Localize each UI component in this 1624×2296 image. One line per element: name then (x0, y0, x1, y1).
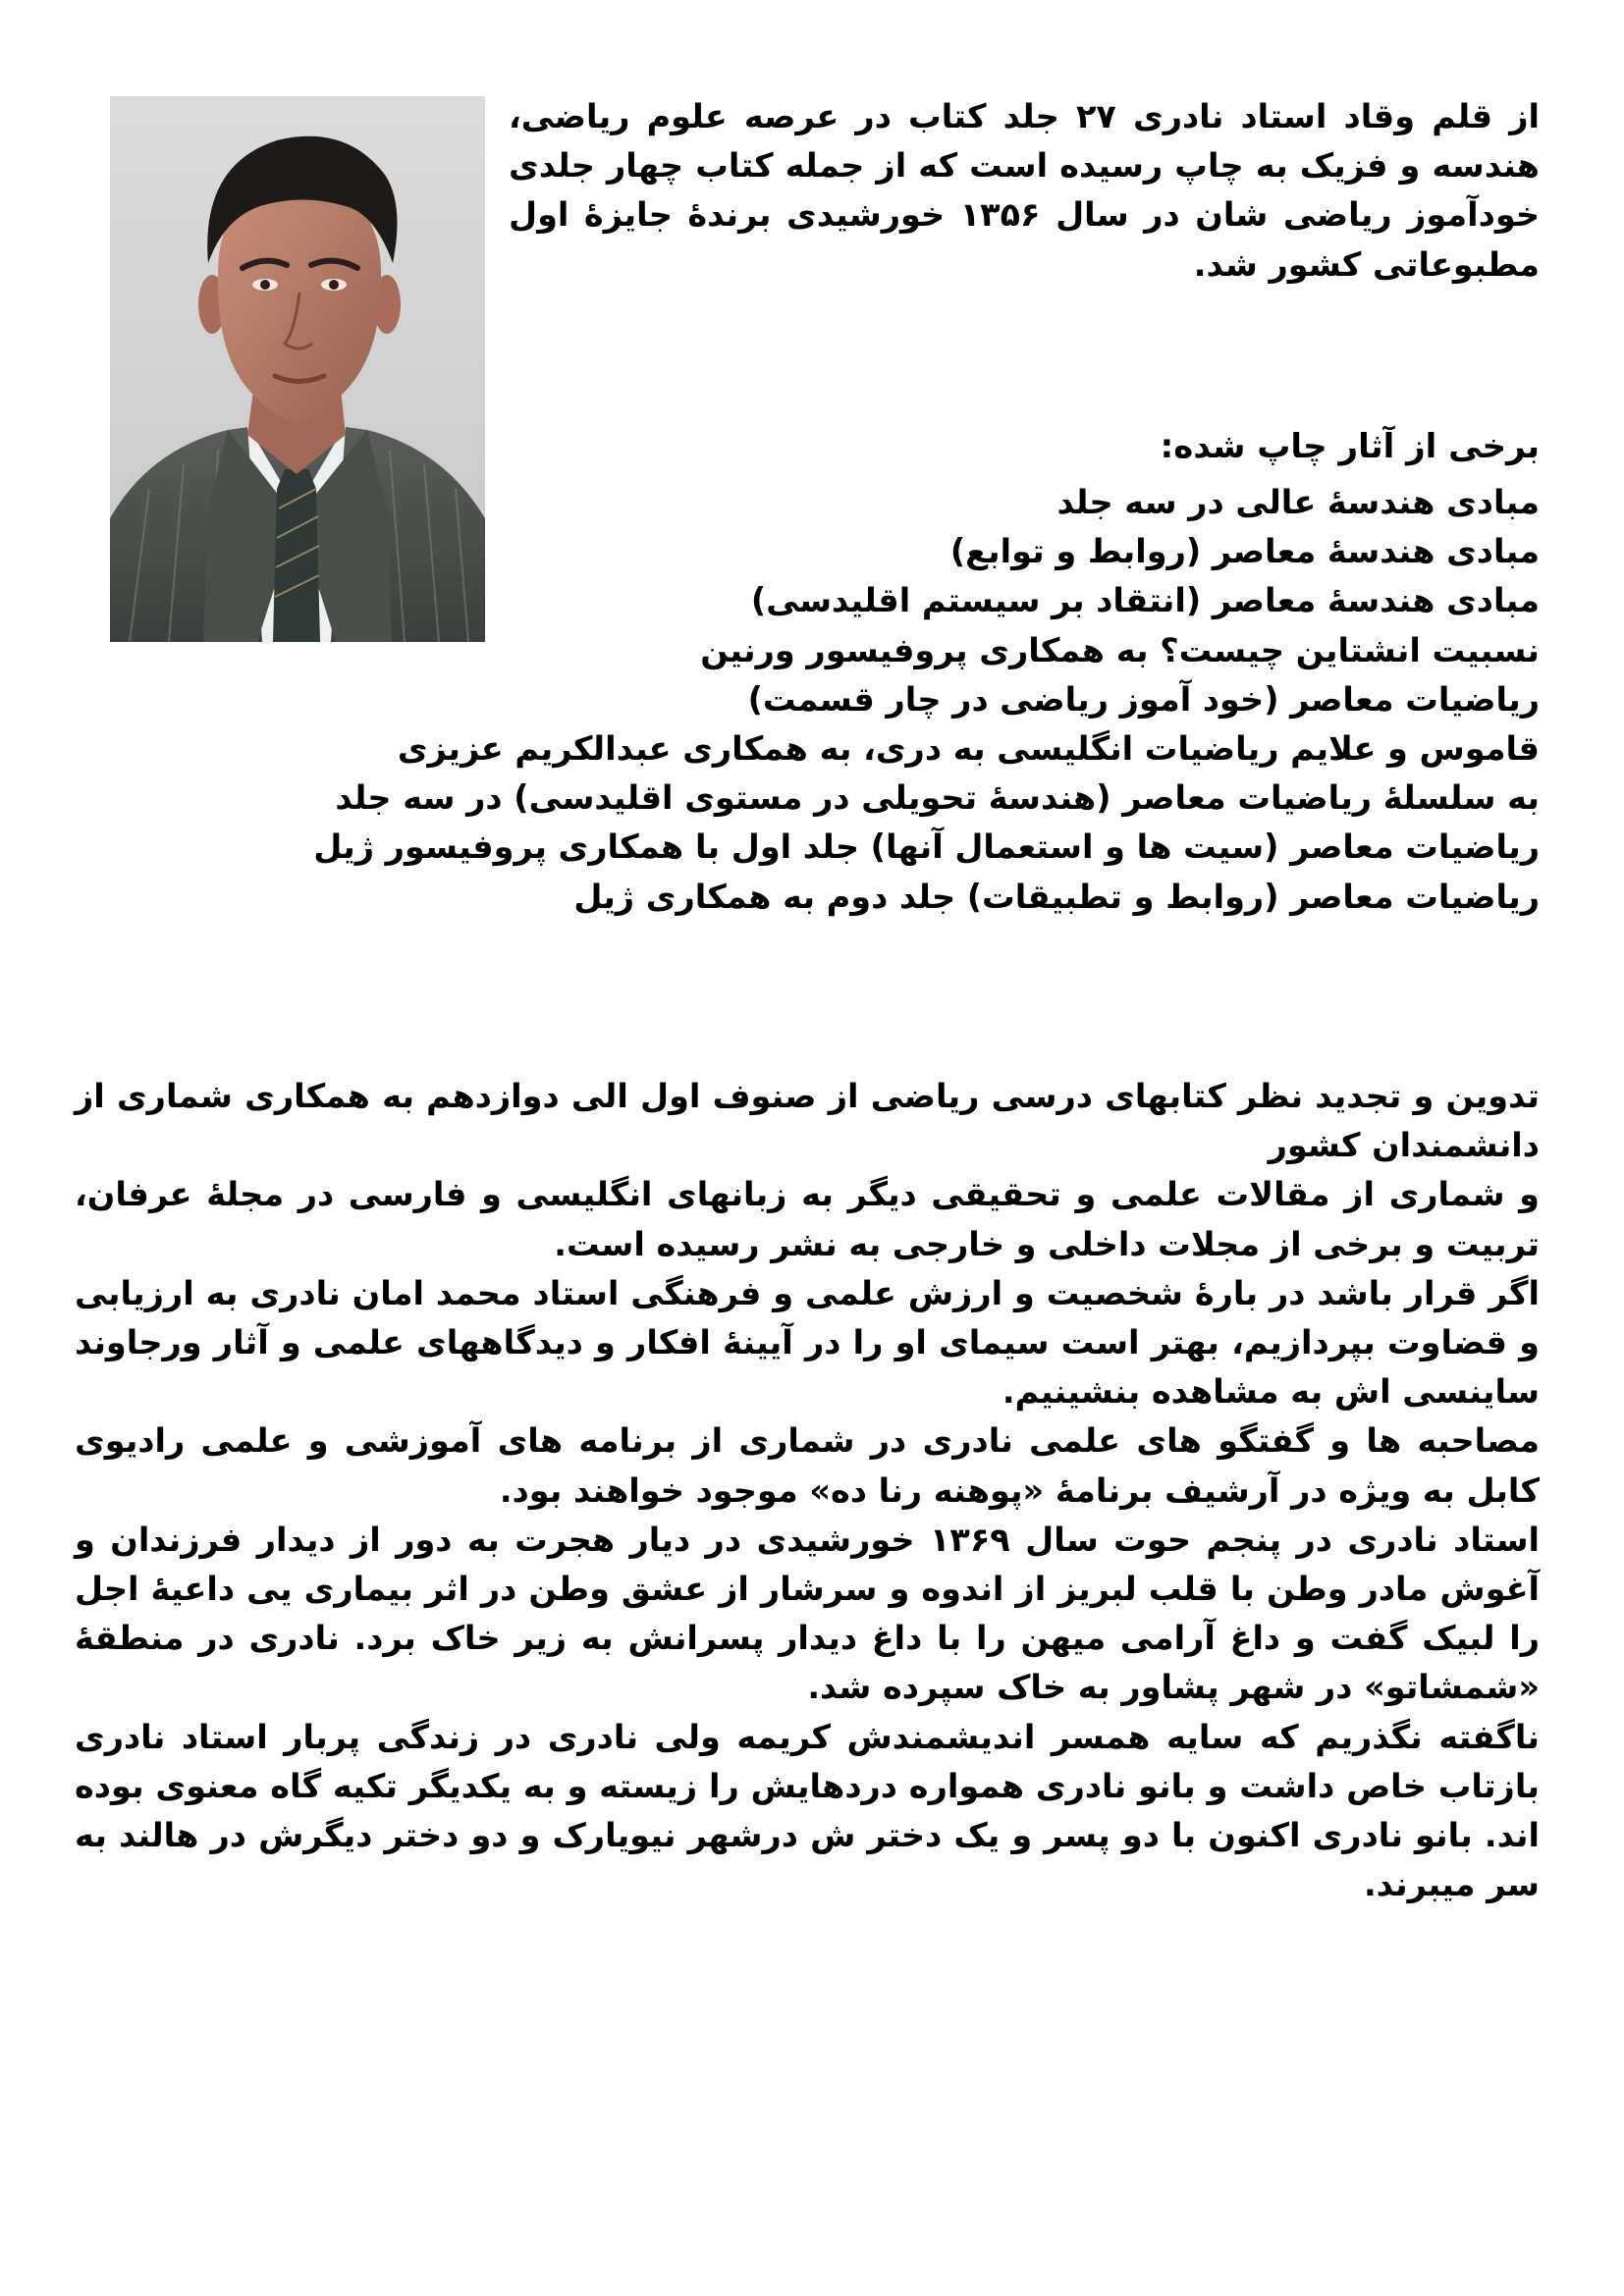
work-item: مبادی هندسهٔ معاصر (روابط و توابع) (949, 532, 1540, 571)
intro-text (509, 92, 1540, 290)
work-item: ریاضیات معاصر (خود آموز ریاضی در چار قسمت) (747, 679, 1540, 719)
work-item: مبادی هندسهٔ معاصر (انتقاد بر سیستم اقلیدسی) (750, 581, 1540, 620)
work-item: ریاضیات معاصر (روابط و تطبیقات) جلد دوم به همکاری ژیل (573, 877, 1540, 916)
body-paragraph: ناگفته نگذریم که سایه همسر اندیشمندش کریمه ولی نادری در زندگی پربار استاد نادری بازتاب خاص داشت و بانو نادری همواره دردهایش را زیسته و به یکدیگر تکیه گاه معنوی بوده اند. بانو نادری اکنون با دو پسر و یک دختر ش درشهر نیویارک و دو دختر دیگرش در هالند به سر میبرند. (75, 1717, 1540, 1904)
works-list (86, 478, 1540, 922)
works-heading: برخی از آثار چاپ شده: (1160, 427, 1540, 466)
body-paragraph: و شماری از مقالات علمی و تحقیقی دیگر به زبانهای انگلیسی و فارسی در مجلهٔ عرفان، تربیت و برخی از مجلات داخلی و خارجی به نشر رسیده است. (75, 1175, 1540, 1263)
body-text (75, 1072, 1540, 1909)
work-item: مبادی هندسهٔ عالی در سه جلد (1056, 483, 1540, 521)
body-paragraph: مصاحبه ها و گفتگو های علمی نادری در شماری از برنامه های آموزشی و علمی رادیوی کابل به ویژه در آرشیف برنامهٔ «پوهنه رنا ده» موجود خواهند بود. (75, 1421, 1540, 1510)
body-paragraph: اگر قرار باشد در بارهٔ شخصیت و ارزش علمی و فرهنگی استاد محمد امان نادری به ارزیابی و قضاوت بپردازیم، بهتر است سیمای او را در آیینهٔ افکار و دیدگاههای علمی و آثار ورجاوند ساینسی اش به مشاهده بنشینیم. (75, 1273, 1540, 1412)
work-item: به سلسلهٔ ریاضیات معاصر (هندسهٔ تحویلی در مستوی اقلیدسی) در سه جلد (335, 778, 1540, 818)
intro-paragraph: از قلم وقاد استاد نادری ۲۷ جلد کتاب در عرصه علوم ریاضی، هندسه و فزیک به چاپ رسیده است که از جمله کتاب چهار جلدی خودآموز ریاضی شان در سال ۱۳۵۶ خورشیدی برندهٔ جایزهٔ اول مطبوعاتی کشور شد. (509, 97, 1541, 284)
body-paragraph: تدوین و تجدید نظر کتابهای درسی ریاضی از صنوف اول الی دوازدهم به همکاری شماری از دانشمندان کشور (75, 1077, 1540, 1165)
work-item: نسبیت انشتاین چیست؟ به همکاری پروفیسور ورنین (700, 630, 1540, 669)
body-paragraph: استاد نادری در پنجم حوت سال ۱۳۶۹ خورشیدی در دیار هجرت به دور از دیدار فرزندان و آغوش مادر وطن با قلب لبریز از اندوه و سرشار از عشق وطن در اثر بیماری یی داعیهٔ اجل را لبیک گفت و داغ آرامی میهن را با داغ دیدار پسرانش به زیر خاک برد. نادری در منطقهٔ «شمشاتو» در شهر پشاور به خاک سپرده شد. (75, 1520, 1540, 1707)
work-item: قاموس و علایم ریاضیات انگلیسی به دری، به همکاری عبدالکریم عزیزی (397, 729, 1540, 769)
work-item: ریاضیات معاصر (سیت ها و استعمال آنها) جلد اول با همکاری پروفیسور ژیل (313, 828, 1540, 867)
